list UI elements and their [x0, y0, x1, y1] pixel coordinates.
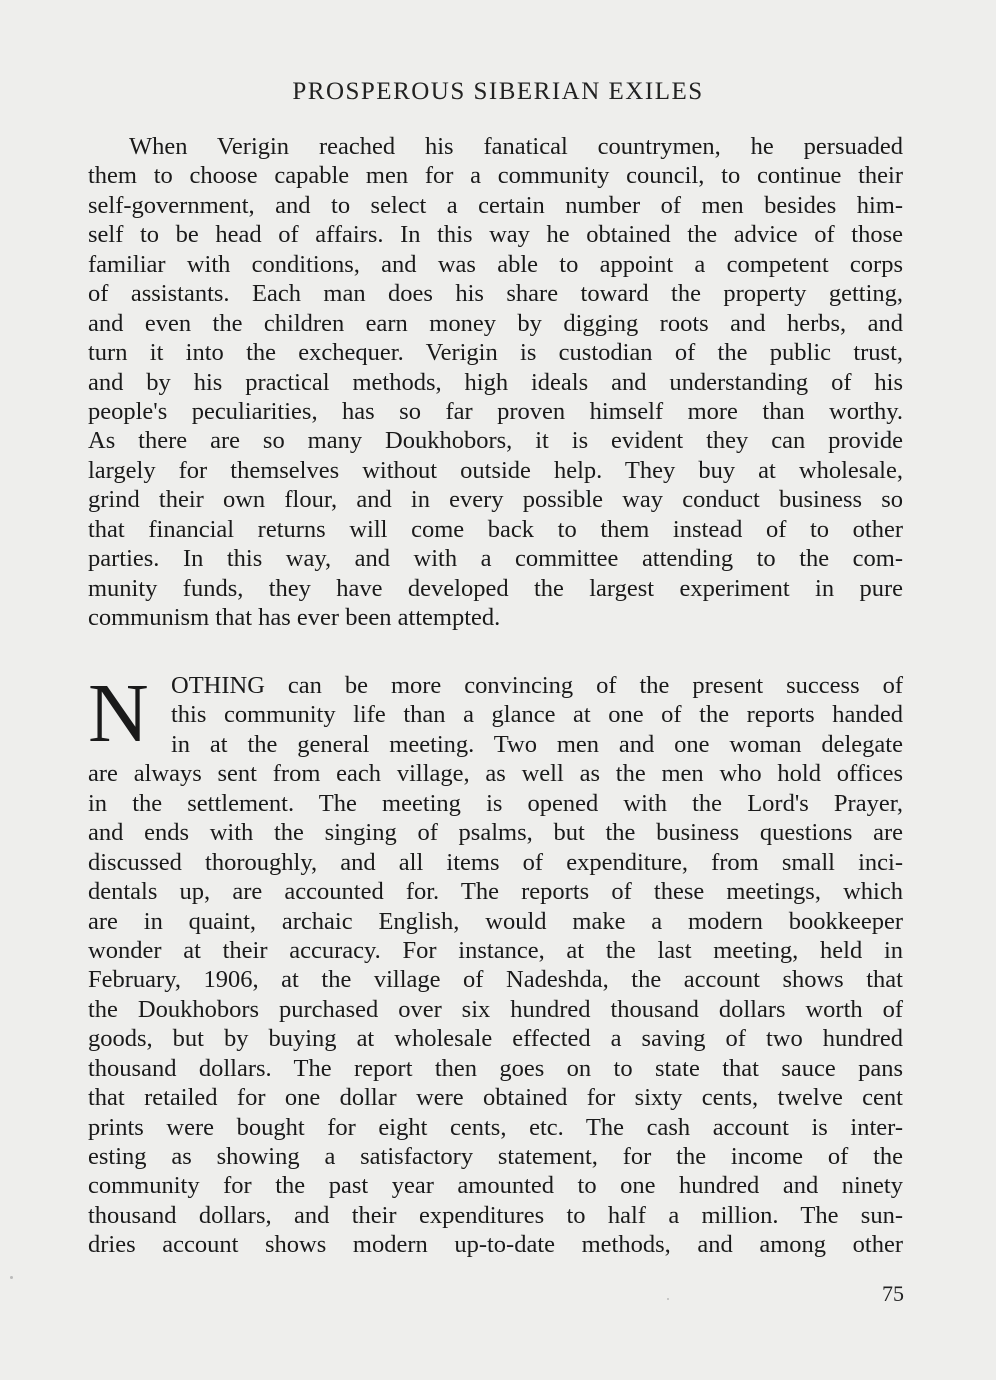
- text-line: parties. In this way, and with a committee attending to the com-: [88, 545, 903, 573]
- text-line: OTHING can be more convincing of the present success of: [171, 672, 903, 699]
- text-line: self to be head of affairs. In this way he obtained the advice of those: [88, 221, 903, 249]
- text-line: and ends with the singing of psalms, but the business questions are: [88, 819, 903, 847]
- text-line: February, 1906, at the village of Nadeshda, the account shows that: [88, 966, 903, 994]
- paragraph-verigin: [88, 132, 903, 632]
- text-line: largely for themselves without outside help. They buy at wholesale,: [88, 456, 903, 484]
- paper-speck: [667, 1298, 669, 1300]
- text-line: this community life than a glance at one of the reports handed: [171, 701, 903, 729]
- text-line: community for the past year amounted to one hundred and ninety: [88, 1172, 903, 1200]
- text-line: them to choose capable men for a community council, to continue their: [88, 162, 903, 190]
- text-line: are always sent from each village, as well as the men who hold offices: [88, 760, 903, 788]
- text-line: thousand dollars, and their expenditures to half a million. The sun-: [88, 1201, 903, 1229]
- text-line: munity funds, they have developed the largest experiment in pure: [88, 574, 903, 602]
- text-line: wonder at their accuracy. For instance, at the last meeting, held in: [88, 936, 903, 964]
- text-line: thousand dollars. The report then goes on to state that sauce pans: [88, 1054, 903, 1082]
- text-line: When Verigin reached his fanatical countrymen, he persuaded: [129, 133, 903, 160]
- text-line: esting as showing a satisfactory statement, for the income of the: [88, 1143, 903, 1170]
- text-line: turn it into the exchequer. Verigin is custodian of the public trust,: [88, 339, 903, 367]
- text-line: dentals up, are accounted for. The reports of these meetings, which: [88, 878, 903, 906]
- drop-cap-initial: N: [88, 667, 149, 760]
- text-line: in the settlement. The meeting is opened with the Lord's Prayer,: [88, 789, 903, 817]
- text-line: familiar with conditions, and was able to appoint a competent corps: [88, 250, 903, 278]
- paper-speck: [10, 1276, 13, 1279]
- text-line: grind their own flour, and in every possible way conduct business so: [88, 486, 903, 514]
- text-line: self-government, and to select a certain number of men besides him-: [88, 191, 903, 219]
- text-line: As there are so many Doukhobors, it is evident they can provide: [88, 427, 903, 455]
- text-line: of assistants. Each man does his share toward the property getting,: [88, 280, 903, 308]
- text-line: that retailed for one dollar were obtained for sixty cents, twelve cent: [88, 1084, 903, 1112]
- text-line: prints were bought for eight cents, etc. The cash account is inter-: [88, 1113, 903, 1141]
- paragraph-community-report: [88, 667, 903, 1260]
- text-line: that financial returns will come back to them instead of to other: [88, 515, 903, 543]
- text-line: in at the general meeting. Two men and one woman delegate: [171, 730, 903, 758]
- page-number: 75: [882, 1281, 904, 1306]
- text-line: people's peculiarities, has so far proven himself more than worthy.: [88, 397, 903, 425]
- text-line: dries account shows modern up-to-date methods, and among other: [88, 1231, 903, 1259]
- text-line: discussed thoroughly, and all items of expenditure, from small inci-: [88, 848, 903, 876]
- running-title: PROSPEROUS SIBERIAN EXILES: [292, 78, 704, 105]
- text-line: communism that has ever been attempted.: [88, 604, 501, 631]
- text-line: goods, but by buying at wholesale effected a saving of two hundred: [88, 1025, 903, 1053]
- text-line: and even the children earn money by digging roots and herbs, and: [88, 309, 903, 337]
- text-line: are in quaint, archaic English, would make a modern bookkeeper: [88, 907, 903, 935]
- text-line: the Doukhobors purchased over six hundred thousand dollars worth of: [88, 995, 903, 1023]
- text-line: and by his practical methods, high ideals and understanding of his: [88, 368, 903, 396]
